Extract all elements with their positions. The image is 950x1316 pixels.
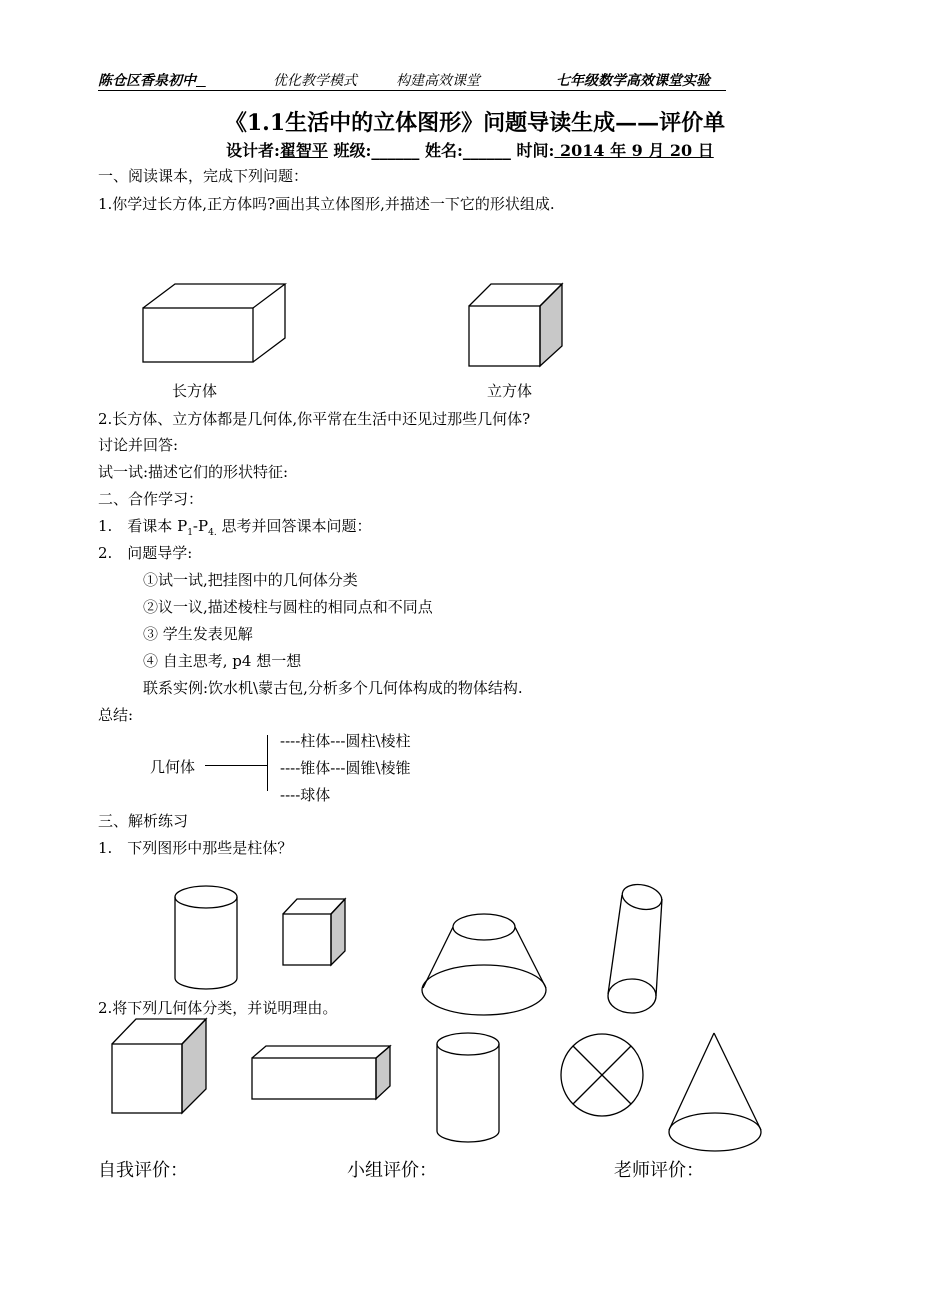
- guide-step-3: ③ 学生发表见解: [143, 625, 253, 643]
- date-value: 2014 年 9 月 20 日: [554, 141, 714, 160]
- tree-item-sphere: ----球体: [280, 786, 331, 804]
- example-line: 联系实例:饮水机\蒙古包,分析多个几何体构成的物体结构.: [143, 679, 523, 697]
- cylinder-figure-2: [437, 1033, 499, 1142]
- tree-item-pyramid: ----锥体---圆锥\棱锥: [280, 759, 411, 777]
- guide-step-1: ①试一试,把挂图中的几何体分类: [143, 571, 358, 589]
- section-3-question-2: 2.将下列几何体分类，并说明理由。: [98, 999, 338, 1017]
- section-2-heading: 二、合作学习：: [98, 490, 204, 508]
- header-school: 陈仓区香泉初中: [98, 73, 196, 89]
- long-cuboid-figure: [252, 1046, 390, 1099]
- label-cuboid: 长方体: [172, 382, 218, 400]
- teacher-evaluation-label: 老师评价：: [614, 1160, 704, 1181]
- discuss-line: 讨论并回答:: [98, 436, 179, 454]
- header-project: 七年级数学高效课堂实验: [556, 73, 710, 89]
- section-1-question-2: 2.长方体、立方体都是几何体,你平常在生活中还见过那些几何体?: [98, 410, 531, 428]
- cube-figure-3: [112, 1019, 206, 1113]
- cuboid-figure: [143, 284, 285, 362]
- group-evaluation-label: 小组评价：: [347, 1160, 437, 1181]
- section-2-item-2: 2. 问题导学:: [98, 544, 193, 562]
- oblique-cylinder-figure: [608, 881, 664, 1013]
- section-3-question-1: 1. 下列图形中那些是柱体？: [98, 839, 293, 857]
- section-1-question-1: 1.你学过长方体,正方体吗?画出其立体图形,并描述一下它的形状组成.: [98, 195, 555, 213]
- page-title: 《1.1生活中的立体图形》问题导读生成——评价单: [224, 110, 726, 136]
- name-label: 姓名:: [419, 141, 463, 160]
- cube-figure-2: [283, 899, 345, 965]
- time-label: 时间:: [510, 141, 555, 160]
- header-slogan-2: 构建高效课堂: [396, 73, 480, 89]
- section-2-item-1: 1. 看课本 $P_1-P_{4.}$ 思考并回答课本问题：: [98, 517, 372, 538]
- self-evaluation-label: 自我评价：: [98, 1160, 188, 1181]
- sphere-figure: [561, 1034, 643, 1116]
- section-3-heading: 三、解析练习: [98, 812, 189, 830]
- class-blank: ______: [371, 141, 420, 160]
- tree-root: 几何体: [150, 758, 196, 776]
- try-line: 试一试:描述它们的形状特征:: [98, 463, 289, 481]
- class-label: 班级:: [327, 141, 372, 160]
- frustum-figure: [422, 914, 546, 1015]
- guide-step-4: ④ 自主思考, p4 想一想: [143, 652, 302, 670]
- guide-step-2: ②议一议,描述棱柱与圆柱的相同点和不同点: [143, 598, 433, 616]
- summary-label: 总结:: [98, 706, 134, 724]
- designer-label: 设计者:: [226, 141, 280, 160]
- designer-name: 翟智平: [279, 141, 328, 160]
- section-1-heading: 一、阅读课本，完成下列问题：: [98, 167, 309, 185]
- header-slogan-1: 优化教学模式: [273, 73, 357, 89]
- cylinder-figure-1: [175, 886, 237, 989]
- tree-item-prism: ----柱体---圆柱\棱柱: [280, 732, 411, 750]
- name-blank: ______: [462, 141, 511, 160]
- label-cube: 立方体: [487, 382, 533, 400]
- cube-figure: [469, 284, 562, 366]
- cone-figure: [669, 1033, 761, 1151]
